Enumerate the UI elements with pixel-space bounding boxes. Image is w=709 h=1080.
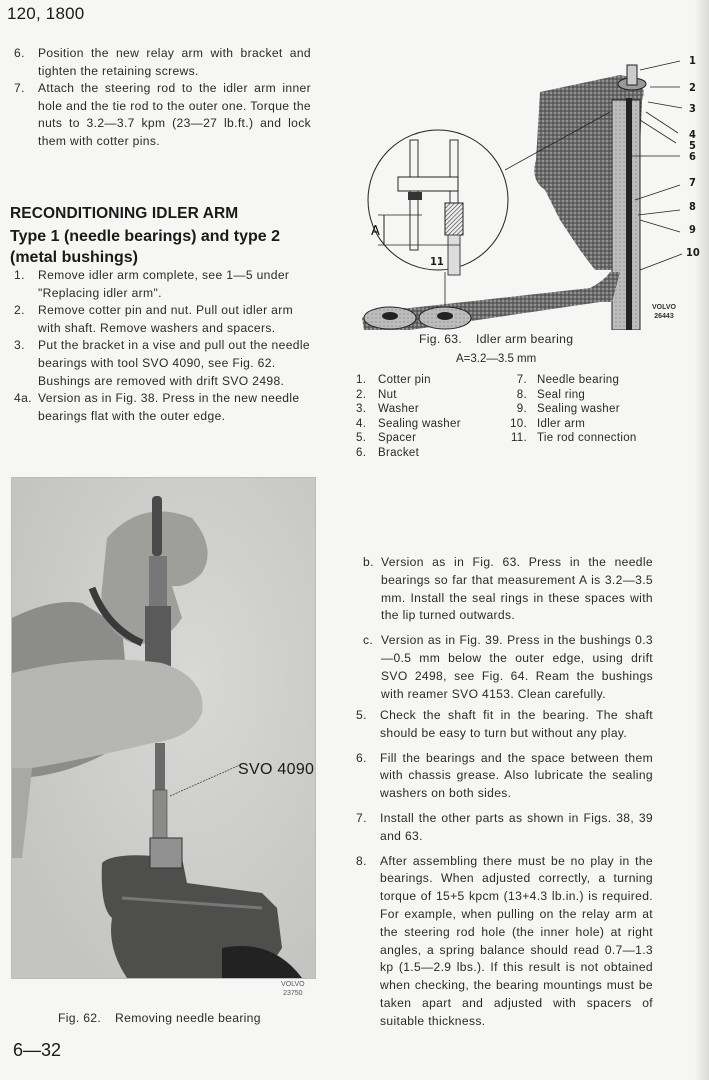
list-item: 3. Put the bracket in a vise and pull out the needle bearings with tool SVO 4090, see Fig. 62. Bushings are removed with drift SVO 2498.: [14, 338, 310, 388]
legend-item: 3. Washer: [356, 403, 419, 416]
callout-4: 4: [689, 128, 696, 141]
fig62-photo: [11, 477, 316, 979]
callout-8: 8: [689, 200, 696, 213]
legend-item: 5. Spacer: [356, 432, 417, 445]
version-steps-list: [363, 554, 653, 703]
callout-11: 11: [430, 255, 444, 268]
list-item: 5. Check the shaft fit in the bearing. The shaft should be easy to turn but without any play.: [356, 708, 653, 740]
section-heading: RECONDITIONING IDLER ARM: [10, 205, 239, 222]
callout-3: 3: [689, 102, 696, 115]
fig63-idler-arm-drawing: [350, 40, 700, 330]
list-item: 6. Fill the bearings and the space between them with chassis grease. Also lubricate the sealing washers on both sides.: [356, 750, 653, 801]
legend-item: 2. Nut: [356, 388, 397, 401]
recondition-steps-list: [14, 267, 312, 425]
top-steps-list: [14, 45, 311, 151]
callout-1: 1: [689, 54, 696, 67]
volvo-photo-tag: VOLVO 23750: [281, 981, 305, 997]
fig62-caption: Fig. 62. Removing needle bearing: [58, 1011, 261, 1025]
final-steps-list: [356, 707, 653, 1031]
list-item: 7. Attach the steering rod to the idler arm inner hole and the tie rod to the outer one. Torque the nuts to 3.2—3.7 kpm (23—27 lb.ft.) and lock them with cotter pins.: [14, 81, 311, 148]
legend-item: 10. Idler arm: [510, 417, 586, 430]
legend-item: 4. Sealing washer: [356, 417, 461, 430]
list-item: 6. Position the new relay arm with bracket and tighten the retaining screws.: [14, 46, 311, 78]
needle-bearing-removal-photo: [12, 478, 315, 978]
legend-item: 7. Needle bearing: [516, 374, 620, 386]
fig63-caption: Fig. 63. Idler arm bearing: [419, 332, 574, 346]
idler-arm-illustration: [350, 40, 700, 330]
callout-10: 10: [686, 246, 700, 259]
volvo-figure-tag: VOLVO 26443: [652, 304, 676, 320]
fig63-dimension-note: A=3.2—3.5 mm: [456, 353, 537, 365]
page-header-models: 120, 1800: [7, 4, 85, 23]
legend-item: 9. Sealing washer: [516, 403, 620, 416]
callout-5: 5: [689, 139, 696, 152]
fig63-legend-right: [501, 373, 681, 446]
callout-2: 2: [689, 81, 696, 94]
legend-item: 8. Seal ring: [516, 388, 586, 401]
list-item: 1. Remove idler arm complete, see 1—5 under "Replacing idler arm".: [14, 268, 290, 300]
page-number: 6—32: [13, 1040, 62, 1060]
list-item: 7. Install the other parts as shown in Figs. 38, 39 and 63.: [356, 810, 653, 843]
list-item: 8. After assembling there must be no play in the bearings. When adjusted correctly, a turning torque of 15+5 kpcm (13+4.3 lb.in.) is required. For example, when pulling on the relay arm at the steering rod hole (the inner hole) at right angles, a spring balance should read 0.7—1.3 kp (1.5—2.9 lbs.). If this result is not obtained when checking, the bearing mountings must be taken apart and adjusted with spacers of suitable thickness.: [356, 853, 653, 1028]
legend-item: 1. Cotter pin: [356, 374, 431, 386]
list-item: b. Version as in Fig. 63. Press in the needle bearings so far that measurement A is 3.2—3.5 mm. Install the seal rings in these spaces with the lip turned outwards.: [363, 555, 653, 623]
list-item: c. Version as in Fig. 39. Press in the bushings 0.3—0.5 mm below the outer edge, using drift SVO 2498, see Fig. 64. Ream the bushings with reamer SVO 4153. Clean carefully.: [363, 633, 653, 701]
list-item: 4a. Version as in Fig. 38. Press in the new needle bearings flat with the outer edge.: [14, 391, 300, 423]
fig63-legend-left: [356, 373, 496, 461]
dimension-a-label: A: [371, 224, 380, 239]
tool-label-svo4090: SVO 4090: [238, 761, 315, 778]
section-subheading: Type 1 (needle bearings) and type 2 (metal bushings): [10, 228, 280, 266]
legend-item: 11. Tie rod connection: [510, 432, 637, 445]
list-item: 2. Remove cotter pin and nut. Pull out idler arm with shaft. Remove washers and spacers.: [14, 303, 294, 335]
callout-6: 6: [689, 150, 696, 163]
callout-9: 9: [689, 223, 696, 236]
callout-7: 7: [689, 176, 696, 189]
legend-item: 6. Bracket: [356, 446, 420, 459]
